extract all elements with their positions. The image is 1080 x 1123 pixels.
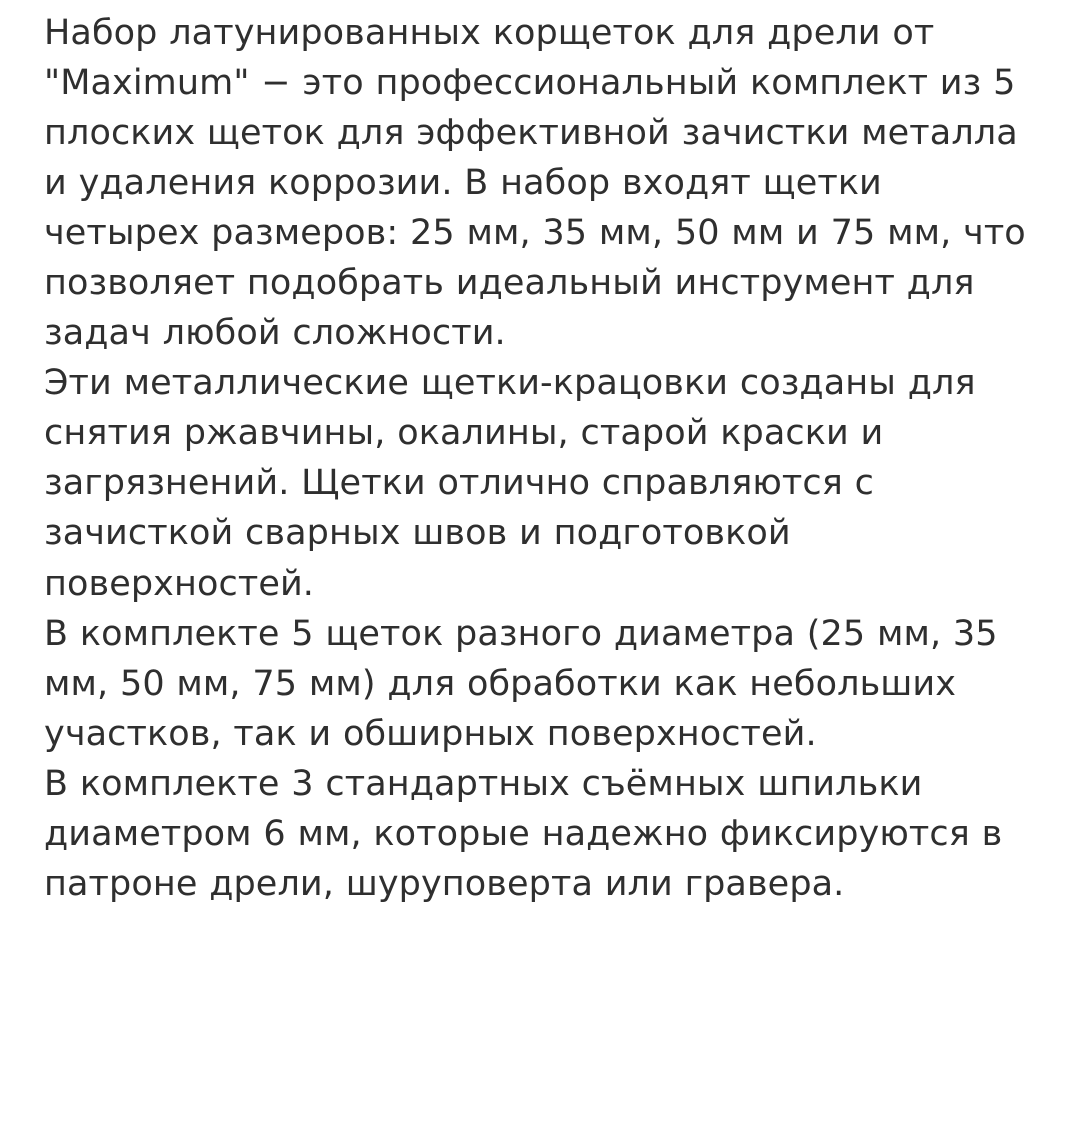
description-paragraph-3: В комплекте 5 щеток разного диаметра (25 мм, 35 мм, 50 мм, 75 мм) для обработки как небольших участков, так и обширных поверхностей. (44, 613, 998, 754)
description-paragraph-1: Набор латунированных корщеток для дрели от "Maximum" − это профессиональный комплект из 5 плоских щеток для эффективной зачистки металла и удаления коррозии. В набор входят щетки четырех размеров: 25 мм, 35 мм, 50 мм и 75 мм, что позволяет подобрать идеальный инструмент для задач любой сложности. (44, 13, 1026, 354)
description-paragraph-2: Эти металлические щетки-крацовки созданы для снятия ржавчины, окалины, старой краски и загрязнений. Щетки отлично справляются с зачисткой сварных швов и подготовкой поверхностей. (44, 363, 976, 604)
description-paragraph-4: В комплекте 3 стандартных съёмных шпильки диаметром 6 мм, которые надежно фиксируются в патроне дрели, шуруповерта или гравера. (44, 763, 1003, 904)
